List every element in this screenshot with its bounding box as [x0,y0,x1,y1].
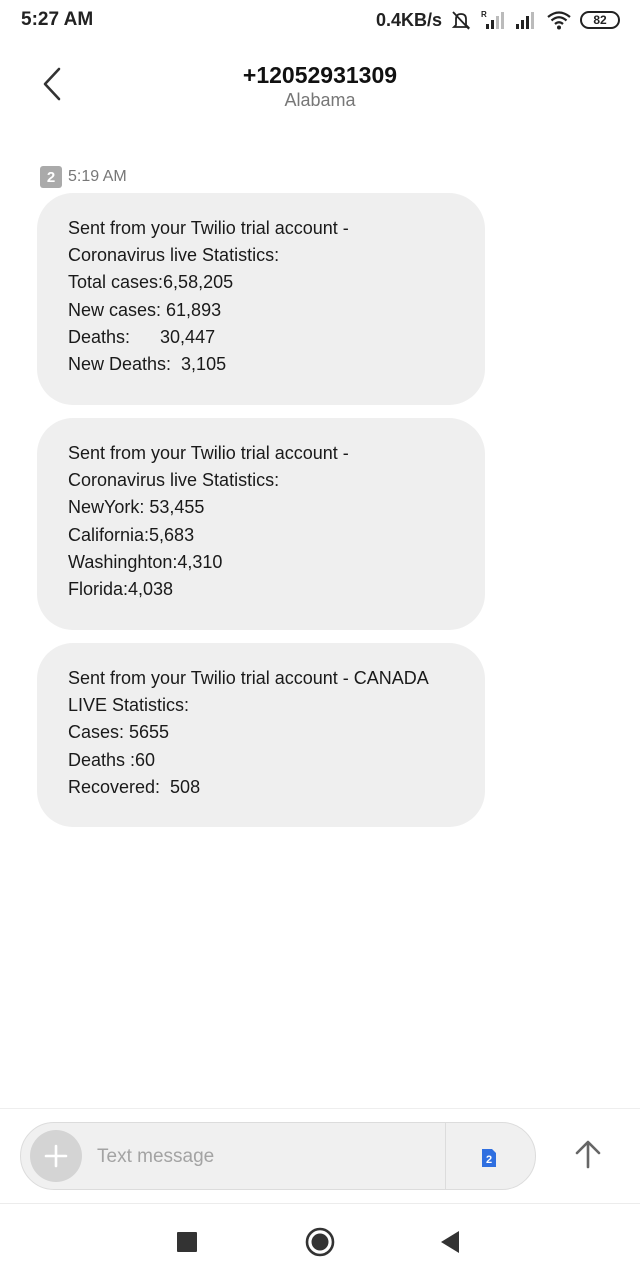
sim-badge: 2 [40,166,62,188]
message-line: Sent from your Twilio trial account - CANADA [68,668,429,688]
wifi-icon [546,9,572,31]
message-line: Deaths :60 [68,749,156,770]
message-line: Sent from your Twilio trial account - [68,218,349,238]
sim-divider [445,1123,446,1189]
status-icons [376,8,620,32]
sim-select-label: 2 [485,1154,493,1166]
message-bubble[interactable] [37,418,485,630]
status-time: 5:27 AM [21,9,94,30]
message-bubble[interactable] [37,643,485,827]
arrow-up-icon [574,1139,602,1169]
message-line: Total cases:6,58,205 [68,272,234,293]
contact-location: Alabama [284,90,356,110]
message-line: Coronavirus live Statistics: [68,245,280,266]
contact-number: +12052931309 [242,62,398,88]
mute-alarm-icon [450,9,472,31]
attach-button[interactable] [30,1130,82,1182]
conversation-header [0,40,640,130]
compose-divider [0,1108,640,1109]
message-line: LIVE Statistics: [68,695,190,716]
message-line: NewYork: 53,455 [68,497,205,518]
message-timestamp-row [40,166,127,188]
navigation-bar [0,1204,640,1280]
message-line: Deaths: 30,447 [68,326,216,347]
home-circle-icon [305,1227,335,1257]
plus-icon [44,1144,68,1168]
status-bar [0,0,640,40]
compose-box [20,1122,536,1190]
message-timestamp: 5:19 AM [68,168,127,185]
message-line: Florida:4,038 [68,579,174,600]
message-line: Washinghton:4,310 [68,551,223,572]
message-bubble[interactable] [37,193,485,405]
sim-select-button[interactable] [477,1147,499,1169]
message-line: Recovered: 508 [68,776,201,797]
message-input[interactable] [97,1143,417,1171]
message-line: Cases: 5655 [68,722,170,743]
message-line: New Deaths: 3,105 [68,354,227,375]
message-line: Coronavirus live Statistics: [68,470,280,491]
message-line: California:5,683 [68,524,195,545]
recents-square-icon [177,1232,197,1252]
home-button[interactable] [300,1222,340,1262]
signal-icon [514,9,538,31]
message-line: New cases: 61,893 [68,299,222,320]
network-speed: 0.4KB/s [375,9,442,30]
nav-back-button[interactable] [430,1222,470,1262]
message-line: Sent from your Twilio trial account - [68,443,349,463]
back-triangle-icon [440,1230,460,1254]
svg-text:R: R [481,10,487,19]
battery-icon: 82 [580,11,620,29]
send-button[interactable] [564,1130,612,1178]
recents-button[interactable] [167,1222,207,1262]
signal-roaming-icon [480,9,506,31]
